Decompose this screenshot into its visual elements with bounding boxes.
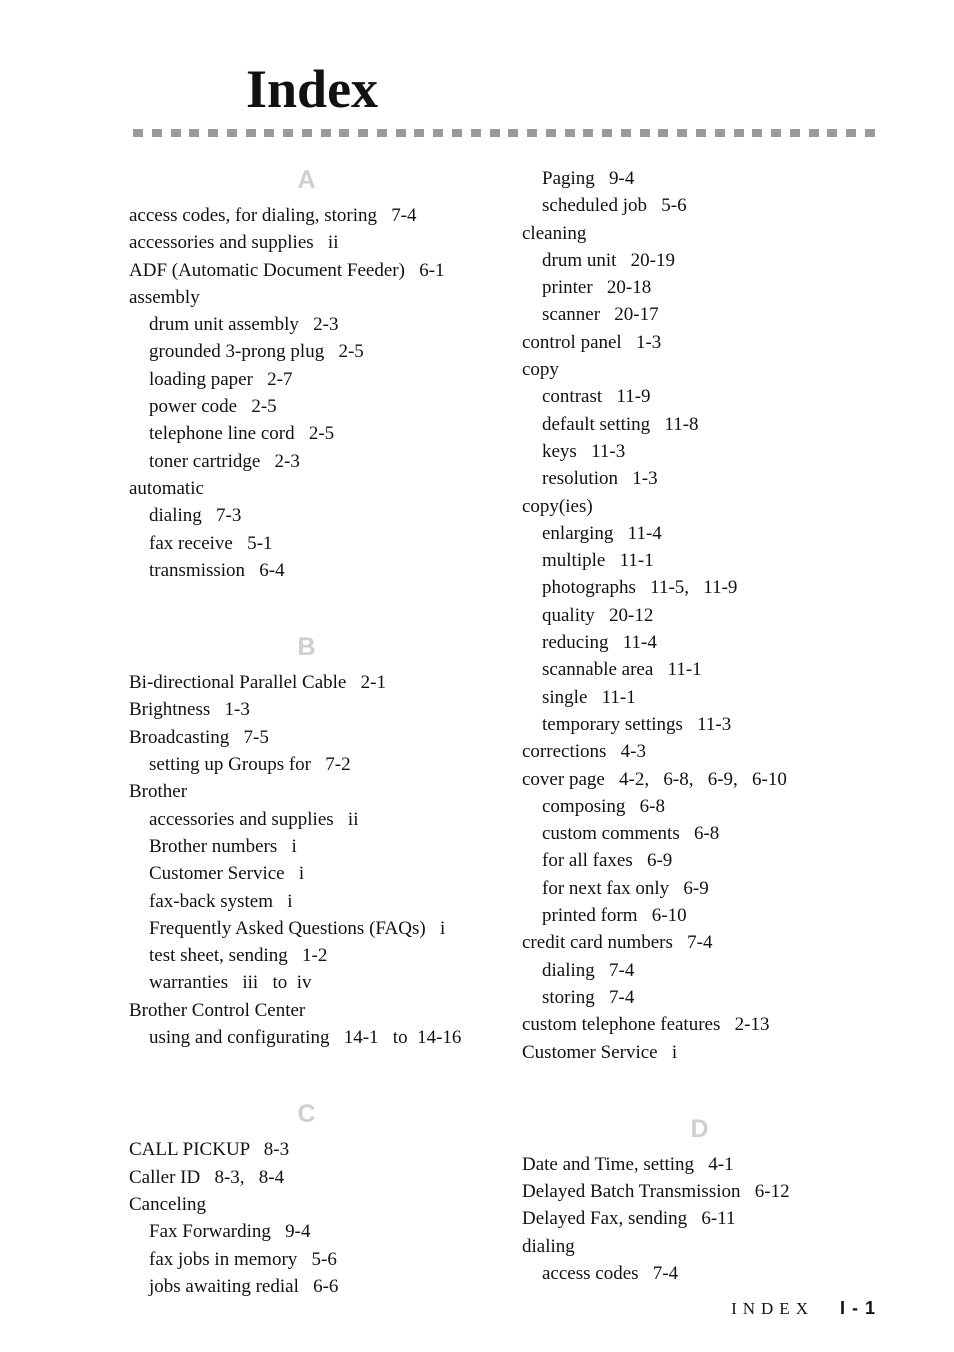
index-subentry: drum unit 20-19 [542, 249, 675, 271]
index-entry: Broadcasting 7-5 [129, 726, 269, 748]
index-entry: assembly [129, 286, 200, 308]
index-subentry: scannable area 11-1 [542, 659, 702, 681]
index-subentry: dialing 7-3 [149, 505, 242, 527]
index-subentry: fax receive 5-1 [149, 532, 273, 554]
index-subentry: composing 6-8 [542, 795, 665, 817]
index-subentry: scanner 20-17 [542, 304, 659, 326]
page-footer [731, 1298, 876, 1319]
rule-dash [565, 129, 575, 137]
index-entry: automatic [129, 477, 204, 499]
rule-dash [658, 129, 668, 137]
index-subentry: resolution 1-3 [542, 468, 658, 490]
index-subentry: Brother numbers i [149, 835, 297, 857]
index-subentry: photographs 11-5, 11-9 [542, 577, 738, 599]
rule-dash [133, 129, 143, 137]
index-subentry: setting up Groups for 7-2 [149, 754, 351, 776]
rule-dash [602, 129, 612, 137]
index-subentry: enlarging 11-4 [542, 522, 662, 544]
index-entry: dialing [522, 1235, 575, 1257]
index-subentry: keys 11-3 [542, 440, 626, 462]
index-subentry: single 11-1 [542, 686, 636, 708]
index-entry: Bi-directional Parallel Cable 2-1 [129, 672, 386, 694]
rule-dash [846, 129, 856, 137]
index-subentry: loading paper 2-7 [149, 368, 293, 390]
rule-dash [696, 129, 706, 137]
index-entry: ADF (Automatic Document Feeder) 6-1 [129, 259, 445, 281]
index-subentry: accessories and supplies ii [149, 808, 359, 830]
section-letter: C [297, 1100, 316, 1129]
index-subentry: Customer Service i [149, 863, 305, 885]
rule-dash [527, 129, 537, 137]
index-subentry: quality 20-12 [542, 604, 654, 626]
index-entry: Delayed Batch Transmission 6-12 [522, 1181, 790, 1203]
rule-dash [490, 129, 500, 137]
index-subentry: dialing 7-4 [542, 959, 635, 981]
page-number: I - 1 [839, 1298, 876, 1318]
rule-dash [471, 129, 481, 137]
index-entry: credit card numbers 7-4 [522, 932, 713, 954]
rule-dash [546, 129, 556, 137]
rule-dash [809, 129, 819, 137]
rule-dash [189, 129, 199, 137]
index-entry: CALL PICKUP 8-3 [129, 1139, 290, 1161]
index-subentry: using and configurating 14-1 to 14-16 [149, 1027, 462, 1049]
index-column-left [129, 165, 499, 1300]
footer-section-label: INDEX [731, 1299, 814, 1318]
rule-dash [433, 129, 443, 137]
rule-dash [734, 129, 744, 137]
index-subentry: printer 20-18 [542, 277, 652, 299]
index-entry: cleaning [522, 222, 587, 244]
index-subentry: warranties iii to iv [149, 972, 312, 994]
section-letter: B [297, 633, 316, 662]
index-subentry: temporary settings 11-3 [542, 713, 732, 735]
index-subentry: reducing 11-4 [542, 632, 657, 654]
index-entry: Brightness 1-3 [129, 699, 250, 721]
index-subentry: contrast 11-9 [542, 386, 651, 408]
index-entry: control panel 1-3 [522, 331, 662, 353]
section-letter: A [297, 166, 316, 194]
index-subentry: for next fax only 6-9 [542, 877, 709, 899]
index-subentry: for all faxes 6-9 [542, 850, 673, 872]
rule-dash [752, 129, 762, 137]
index-subentry: transmission 6-4 [149, 559, 285, 581]
index-subentry: default setting 11-8 [542, 413, 699, 435]
index-subentry: storing 7-4 [542, 986, 635, 1008]
rule-dash [452, 129, 462, 137]
rule-dash [715, 129, 725, 137]
index-subentry: toner cartridge 2-3 [149, 450, 300, 472]
rule-dash [321, 129, 331, 137]
index-entry: Caller ID 8-3, 8-4 [129, 1166, 285, 1188]
rule-dash [865, 129, 875, 137]
rule-dash [583, 129, 593, 137]
index-column-right [522, 165, 892, 1287]
index-entry: access codes, for dialing, storing 7-4 [129, 205, 417, 226]
index-entry: copy(ies) [522, 495, 593, 517]
rule-dash [771, 129, 781, 137]
index-subentry: drum unit assembly 2-3 [149, 314, 339, 336]
index-subentry: grounded 3-prong plug 2-5 [149, 341, 364, 363]
index-entry: Brother [129, 781, 188, 803]
section-letter: D [690, 1114, 709, 1143]
decorative-dashed-rule [133, 129, 875, 139]
rule-dash [246, 129, 256, 137]
rule-dash [508, 129, 518, 137]
index-entry: custom telephone features 2-13 [522, 1014, 770, 1036]
index-entry: cover page 4-2, 6-8, 6-9, 6-10 [522, 768, 787, 790]
rule-dash [677, 129, 687, 137]
index-subentry: printed form 6-10 [542, 905, 687, 927]
rule-dash [790, 129, 800, 137]
index-entry: Canceling [129, 1193, 207, 1215]
rule-dash [621, 129, 631, 137]
rule-dash [339, 129, 349, 137]
rule-dash [302, 129, 312, 137]
index-subentry: custom comments 6-8 [542, 823, 720, 845]
index-subentry: Fax Forwarding 9-4 [149, 1221, 311, 1243]
index-entry: corrections 4-3 [522, 741, 646, 763]
rule-dash [171, 129, 181, 137]
index-entry: Date and Time, setting 4-1 [522, 1153, 734, 1175]
index-entry: copy [522, 359, 559, 381]
index-entry: Delayed Fax, sending 6-11 [522, 1208, 736, 1230]
rule-dash [640, 129, 650, 137]
index-subentry: Paging 9-4 [542, 168, 635, 189]
index-entry: Brother Control Center [129, 999, 306, 1021]
page-title: Index [246, 59, 379, 119]
rule-dash [377, 129, 387, 137]
rule-dash [414, 129, 424, 137]
index-entry: accessories and supplies ii [129, 232, 339, 254]
rule-dash [358, 129, 368, 137]
rule-dash [283, 129, 293, 137]
index-subentry: access codes 7-4 [542, 1262, 679, 1284]
section-spacer [522, 1066, 892, 1114]
index-subentry: fax-back system i [149, 890, 293, 912]
index-subentry: fax jobs in memory 5-6 [149, 1248, 337, 1270]
index-subentry: Frequently Asked Questions (FAQs) i [149, 917, 446, 939]
rule-dash [264, 129, 274, 137]
index-subentry: telephone line cord 2-5 [149, 423, 335, 445]
index-subentry: test sheet, sending 1-2 [149, 945, 328, 967]
index-subentry: power code 2-5 [149, 396, 277, 418]
index-subentry: scheduled job 5-6 [542, 195, 687, 217]
rule-dash [396, 129, 406, 137]
rule-dash [227, 129, 237, 137]
section-spacer [129, 1051, 499, 1099]
rule-dash [827, 129, 837, 137]
index-subentry: jobs awaiting redial 6-6 [149, 1275, 339, 1297]
index-entry: Customer Service i [522, 1041, 678, 1063]
rule-dash [208, 129, 218, 137]
rule-dash [152, 129, 162, 137]
section-spacer [129, 584, 499, 632]
index-subentry: multiple 11-1 [542, 550, 654, 572]
